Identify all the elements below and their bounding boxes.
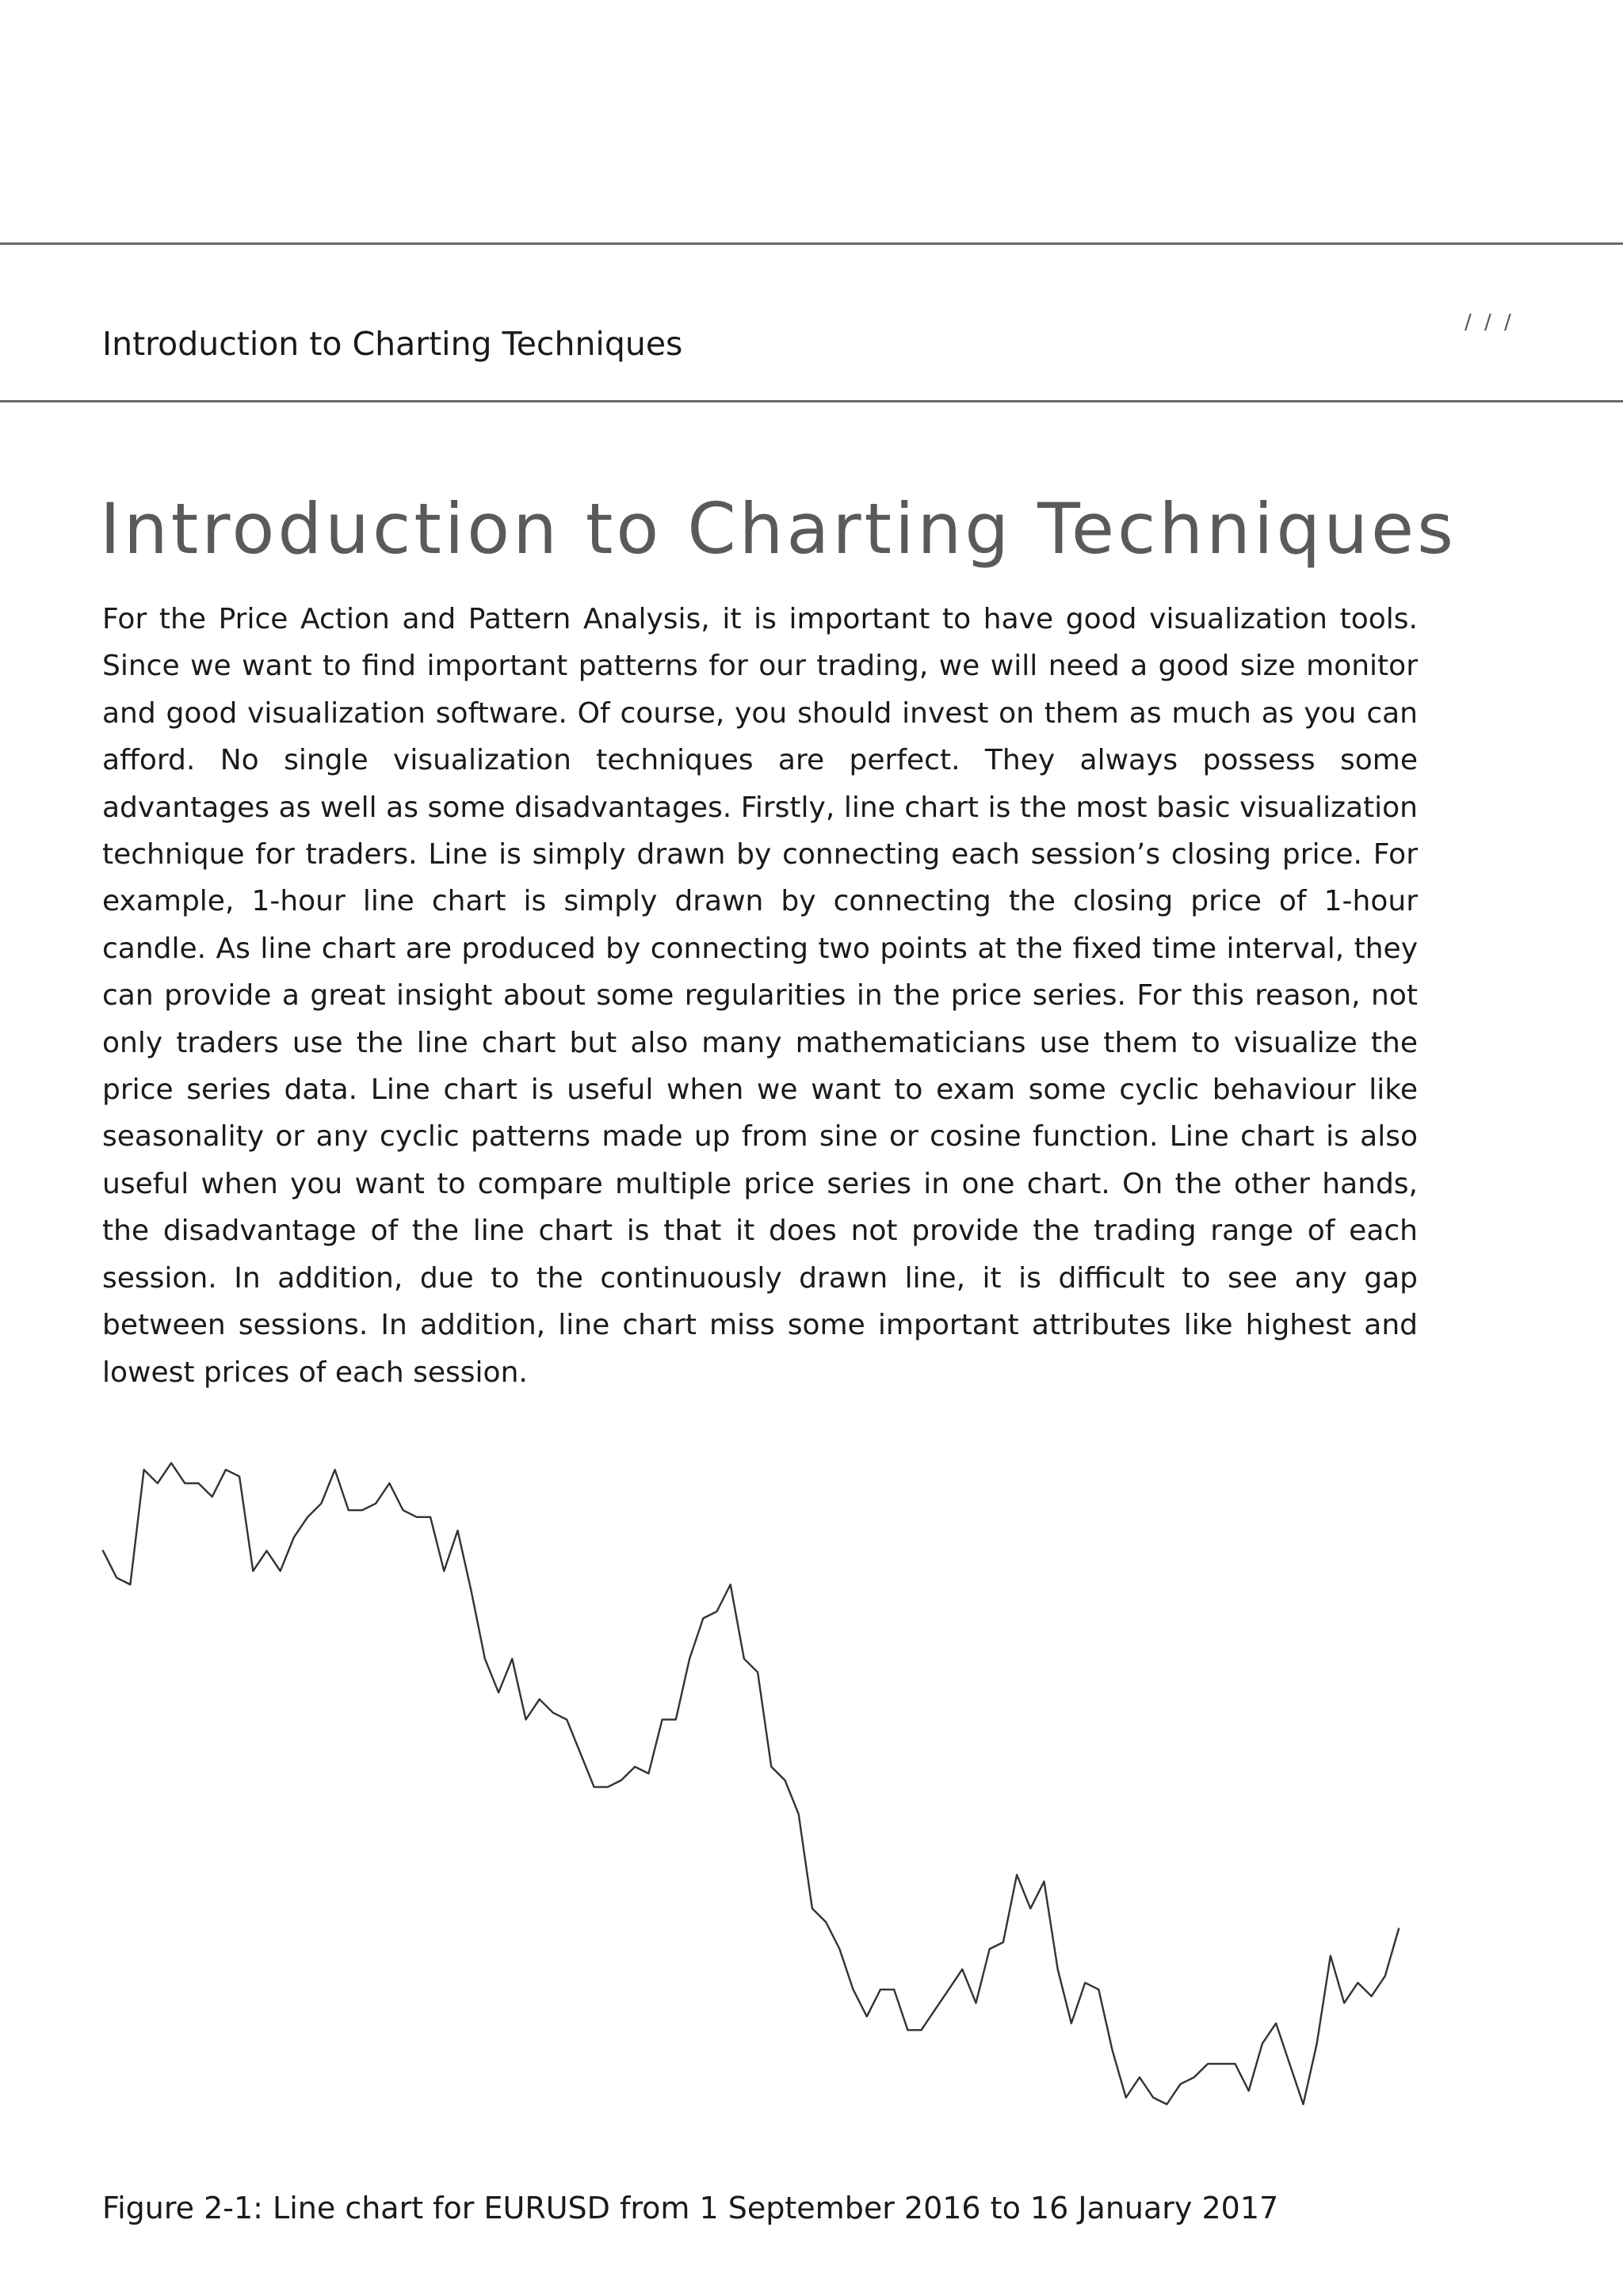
page-marker: / / / <box>1465 311 1514 334</box>
section-title: Introduction to Charting Techniques <box>100 488 1457 570</box>
body-paragraph: For the Price Action and Pattern Analysis, it is important to have good visualization tools. Since we want to find important patterns for our trading, we will need a good size monitor and good visualization software. Of course, you should invest on them as much as you can afford. No single visualization techniques are perfect. They always possess some advantages as well as some disadvantages. Firstly, line chart is the most basic visualization technique for traders. Line is simply drawn by connecting each session’s closing price. For example, 1-hour line chart is simply drawn by connecting the closing price of 1-hour candle. As line chart are produced by connecting two points at the fixed time interval, they can provide a great insight about some regularities in the price series. For this reason, not only traders use the line chart but also many mathematicians use them to visualize the price series data. Line chart is useful when we want to exam some cyclic behaviour like seasonality or any cyclic patterns made up from sine or cosine function. Line chart is also useful when you want to compare multiple price series in one chart. On the other hands, the disadvantage of the line chart is that it does not provide the trading range of each session. In addition, due to the continuously drawn line, it is difficult to see any gap between sessions. In addition, line chart miss some important attributes like highest and lowest prices of each session. <box>102 603 1418 1389</box>
eurusd-line-chart <box>95 1418 1426 2131</box>
header-top-rule <box>0 242 1623 245</box>
running-header-title: Introduction to Charting Techniques <box>102 325 683 363</box>
price-series-line <box>103 1463 1399 2104</box>
chart-canvas <box>95 1418 1426 2131</box>
figure-caption: Figure 2-1: Line chart for EURUSD from 1 September 2016 to 16 January 2017 <box>102 2191 1279 2225</box>
header-bottom-rule <box>0 400 1623 402</box>
